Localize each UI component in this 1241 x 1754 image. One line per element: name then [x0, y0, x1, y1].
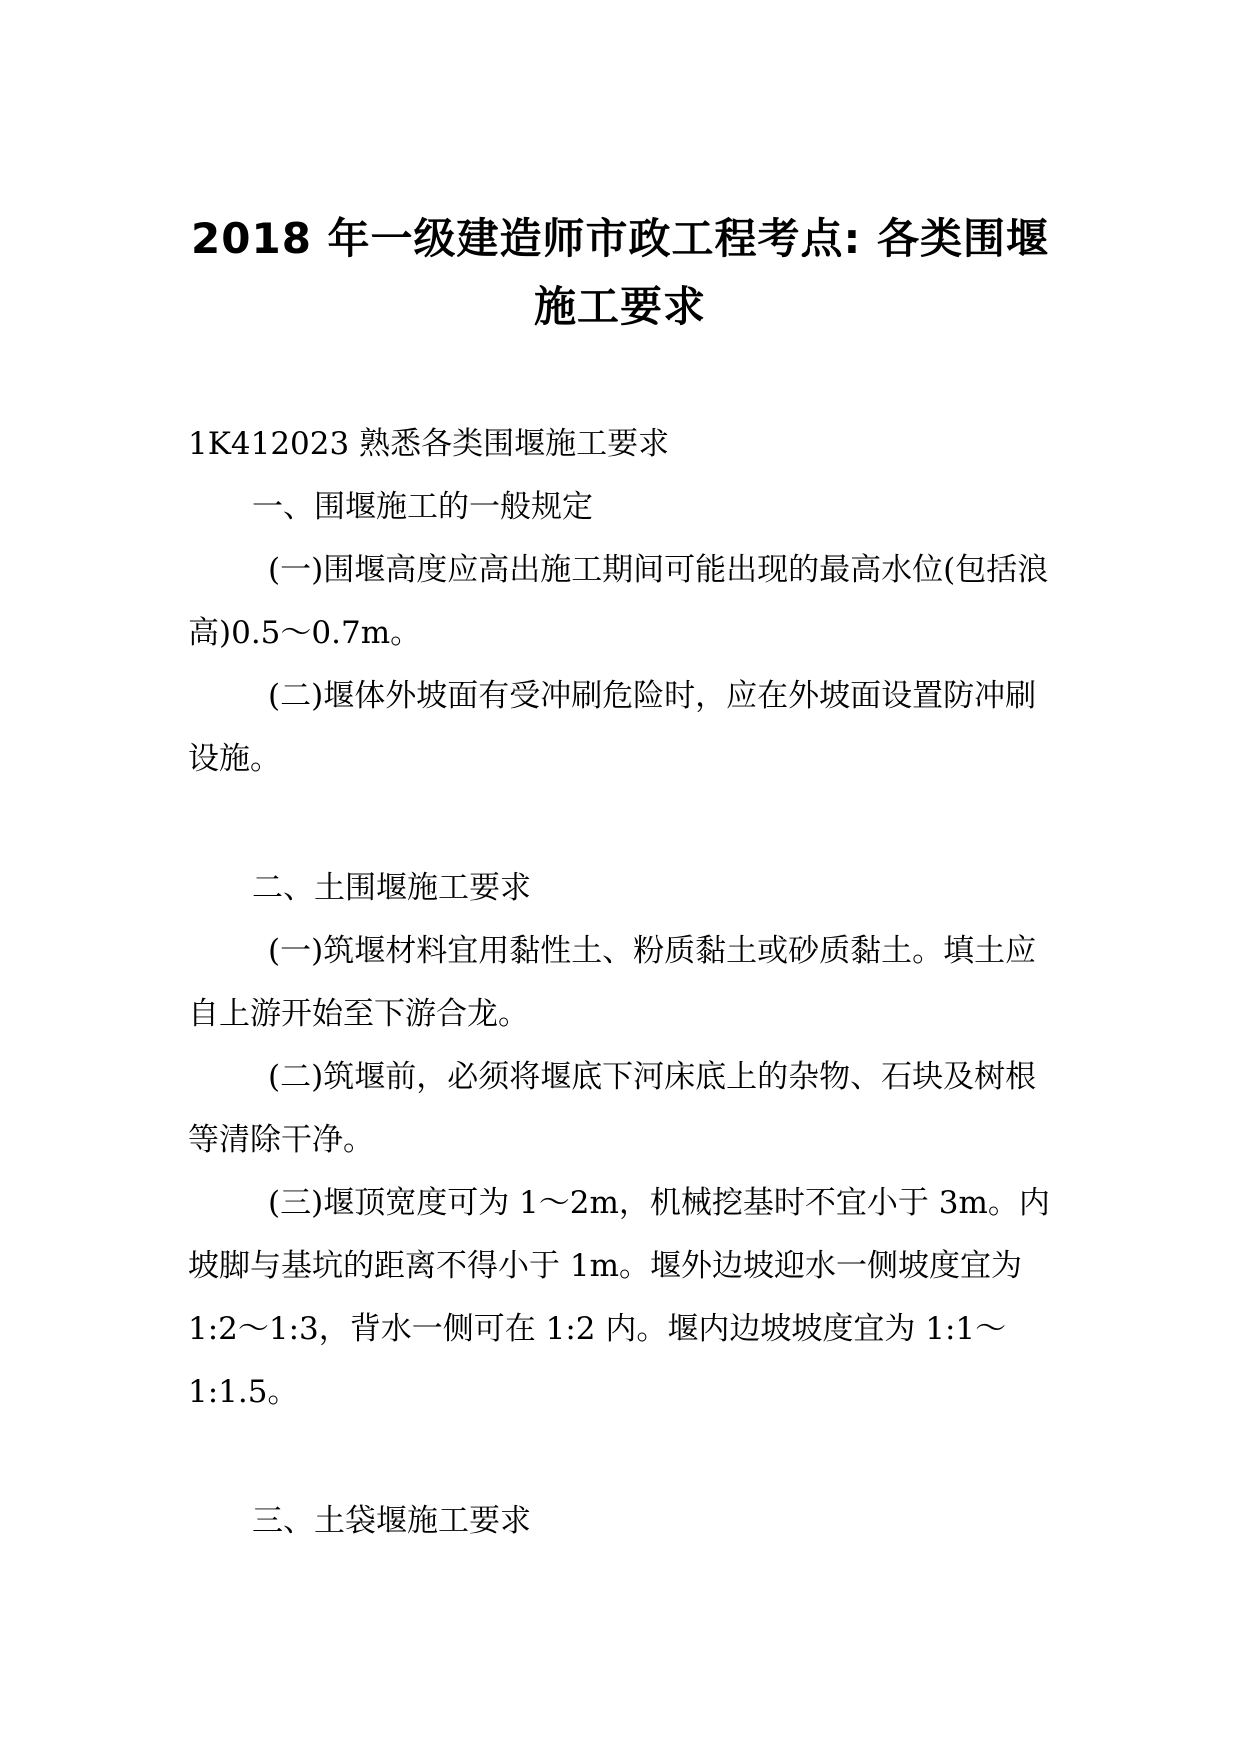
section-2-heading: 二、土围堰施工要求	[252, 870, 531, 906]
section-1-heading: 一、围堰施工的一般规定	[252, 489, 593, 525]
section-2-item-1: (一)筑堰材料宜用黏性土、粉质黏土或砂质黏土。填土应自上游开始至下游合龙。	[188, 933, 1037, 1032]
paragraph-gap	[188, 1424, 1054, 1490]
section-2-item-3: (三)堰顶宽度可为 1～2m，机械挖基时不宜小于 3m。内坡脚与基坑的距离不得小于 1m。堰外边坡迎水一侧坡度宜为 1:2～1:3，背水一侧可在 1:2 内。堰内边坡坡度宜为 1:1～1:1.5。	[188, 1185, 1050, 1410]
section-3-heading: 三、土袋堰施工要求	[252, 1503, 531, 1539]
section-1-item-2: (二)堰体外坡面有受冲刷危险时，应在外坡面设置防冲刷设施。	[188, 678, 1037, 777]
section-2-item-2: (二)筑堰前，必须将堰底下河床底上的杂物、石块及树根等清除干净。	[188, 1059, 1037, 1158]
section-1-item-1: (一)围堰高度应高出施工期间可能出现的最高水位(包括浪高)0.5～0.7m。	[188, 552, 1049, 651]
code-heading: 1K412023 熟悉各类围堰施工要求	[188, 426, 670, 462]
document-title	[180, 205, 1060, 341]
title-line-2: 施工要求	[533, 282, 706, 331]
paragraph-gap	[188, 791, 1054, 857]
document-body	[188, 413, 1054, 1553]
title-line-1: 2018 年一级建造师市政工程考点: 各类围堰	[191, 214, 1049, 263]
